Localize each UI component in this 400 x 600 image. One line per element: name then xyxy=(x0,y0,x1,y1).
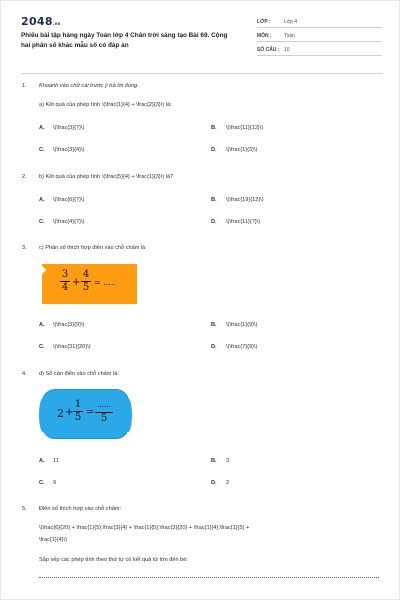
question-1-option-d-text[interactable]: \(\frac{1}{3}\) xyxy=(226,147,258,153)
question-4-option-c-text[interactable]: 9 xyxy=(53,480,57,486)
question-3-option-d-text[interactable]: \(\frac{7}{9}\) xyxy=(226,344,258,350)
question-3-option-a-text[interactable]: \(\frac{3}{9}\) xyxy=(53,322,85,328)
question-4-option-a-text[interactable]: 11 xyxy=(53,458,59,464)
worksheet-title: Phiếu bài tập hàng ngày Toán lớp 4 Chân trời sáng tạo Bài 69. Cộng hai phân số khác mẫu số có đáp án xyxy=(21,32,228,49)
question-5-number: 5. xyxy=(22,506,27,512)
question-4-option-c-letter[interactable]: C. xyxy=(39,480,45,486)
question-1-option-a-text[interactable]: \(\frac{3}{7}\) xyxy=(53,125,85,131)
question-4-option-d-letter[interactable]: D. xyxy=(211,480,217,486)
question-3-plus-sign: + xyxy=(72,277,81,288)
question-4-option-d-text[interactable]: 2 xyxy=(226,480,230,486)
question-3-fraction-1-denominator: 4 xyxy=(61,281,69,293)
logo-text: 2048 xyxy=(21,15,53,28)
question-3-fraction-1 xyxy=(60,269,70,293)
question-3-option-b-letter[interactable]: B. xyxy=(211,322,217,328)
meta-count-value: 10 xyxy=(284,47,290,53)
question-3-fraction-2-denominator: 5 xyxy=(82,281,90,293)
question-3-option-b-text[interactable]: \(\frac{1}{9}\) xyxy=(226,322,258,328)
question-4-equals-sign: = xyxy=(86,407,95,418)
question-2-option-b-letter[interactable]: B. xyxy=(211,197,217,203)
question-1-option-c-letter[interactable]: C. xyxy=(39,147,45,153)
question-5-instruction: Sắp xếp các phép tính theo thứ tự có kết quả từ lớn đến bé: xyxy=(39,557,188,563)
question-2-option-a-letter[interactable]: A. xyxy=(39,197,45,203)
header-divider xyxy=(21,73,383,74)
logo-suffix: .vn xyxy=(52,21,61,26)
meta-subject-value: Toán xyxy=(284,33,295,39)
question-5-expression-line-1: \(\frac{6}{20} + \frac{1}{5};\frac{3}{4} + \frac{1}{5};\frac{3}{20} + \frac{1}{4};\frac{1}{5} + xyxy=(39,525,250,531)
question-2-prompt: b) Kết quả của phép tính \(\frac{5}{4} + \frac{1}{3}\) là? xyxy=(39,174,174,180)
question-4-whole-number: 2 xyxy=(57,407,64,420)
question-3-option-a-letter[interactable]: A. xyxy=(39,322,45,328)
question-4-option-b-letter[interactable]: B. xyxy=(211,458,217,464)
question-1-number: 1. xyxy=(22,83,27,89)
meta-class-value: Lớp 4 xyxy=(284,19,298,25)
question-4-fraction-1-denominator: 5 xyxy=(74,411,82,423)
question-4-fraction-2-blank[interactable]: ...... xyxy=(97,401,111,409)
question-3-fraction-1-numerator: 3 xyxy=(61,269,69,280)
site-logo[interactable] xyxy=(21,15,61,28)
question-2-number: 2. xyxy=(22,174,27,180)
question-2-option-a-text[interactable]: \(\frac{6}{7}\) xyxy=(53,197,85,203)
question-2-option-b-text[interactable]: \(\frac{19}{12}\) xyxy=(226,197,264,203)
question-2-option-c-letter[interactable]: C. xyxy=(39,219,45,225)
question-1-option-c-text[interactable]: \(\frac{3}{4}\) xyxy=(53,147,85,153)
question-4-prompt: d) Số cần điền vào chỗ chấm là: xyxy=(39,371,119,377)
question-5-answer-line[interactable] xyxy=(39,577,379,578)
question-3-fraction-2 xyxy=(81,269,91,293)
meta-count-row xyxy=(257,45,382,56)
question-4-fraction-1-numerator: 1 xyxy=(74,399,82,410)
meta-subject-key: MÔN : xyxy=(257,33,272,39)
question-3-prompt: c) Phân số thích hợp điền vào chỗ chấm là xyxy=(39,245,146,251)
question-3-blank[interactable]: = ..... xyxy=(94,278,116,287)
question-2-option-d-text[interactable]: \(\frac{11}{7}\) xyxy=(226,219,261,225)
meta-count-key: SỐ CÂU : xyxy=(257,47,280,53)
question-2-option-d-letter[interactable]: D. xyxy=(211,219,217,225)
question-3-option-d-letter[interactable]: D. xyxy=(211,344,217,350)
question-5-expression-line-2: \frac{1}{4}\) xyxy=(39,537,67,543)
question-1-option-d-letter[interactable]: D. xyxy=(211,147,217,153)
question-1-option-b-letter[interactable]: B. xyxy=(211,125,217,131)
meta-class-key: LỚP : xyxy=(257,19,271,25)
question-3-fraction-2-numerator: 4 xyxy=(82,269,90,280)
question-4-number: 4. xyxy=(22,371,27,377)
question-4-fraction-2[interactable] xyxy=(95,399,113,424)
question-1-option-a-letter[interactable]: A. xyxy=(39,125,45,131)
question-3-option-c-text[interactable]: \(\frac{31}{20}\) xyxy=(53,344,91,350)
question-1-option-b-text[interactable]: \(\frac{11}{12}\) xyxy=(226,125,264,131)
meta-subject-row xyxy=(257,31,382,42)
question-1-prompt: a) Kết quả của phép tính \(\frac{1}{4} + \frac{2}{3}\) là: xyxy=(39,102,172,108)
question-1-instruction: Khoanh vào chữ cái trước ý trả lời đúng. xyxy=(39,83,139,89)
question-4-option-a-letter[interactable]: A. xyxy=(39,458,45,464)
question-4-fraction-1 xyxy=(73,399,83,423)
question-2-option-c-text[interactable]: \(\frac{4}{7}\) xyxy=(53,219,85,225)
question-3-number: 3. xyxy=(22,245,27,251)
question-4-fraction-2-denominator: 5 xyxy=(100,412,108,424)
question-3-option-c-letter[interactable]: C. xyxy=(39,344,45,350)
question-5-prompt: Điền số thích hợp vào chỗ chấm: xyxy=(39,506,122,512)
question-4-option-b-text[interactable]: 3 xyxy=(226,458,230,464)
meta-class-row xyxy=(257,17,382,28)
question-4-plus-sign: + xyxy=(65,407,74,418)
